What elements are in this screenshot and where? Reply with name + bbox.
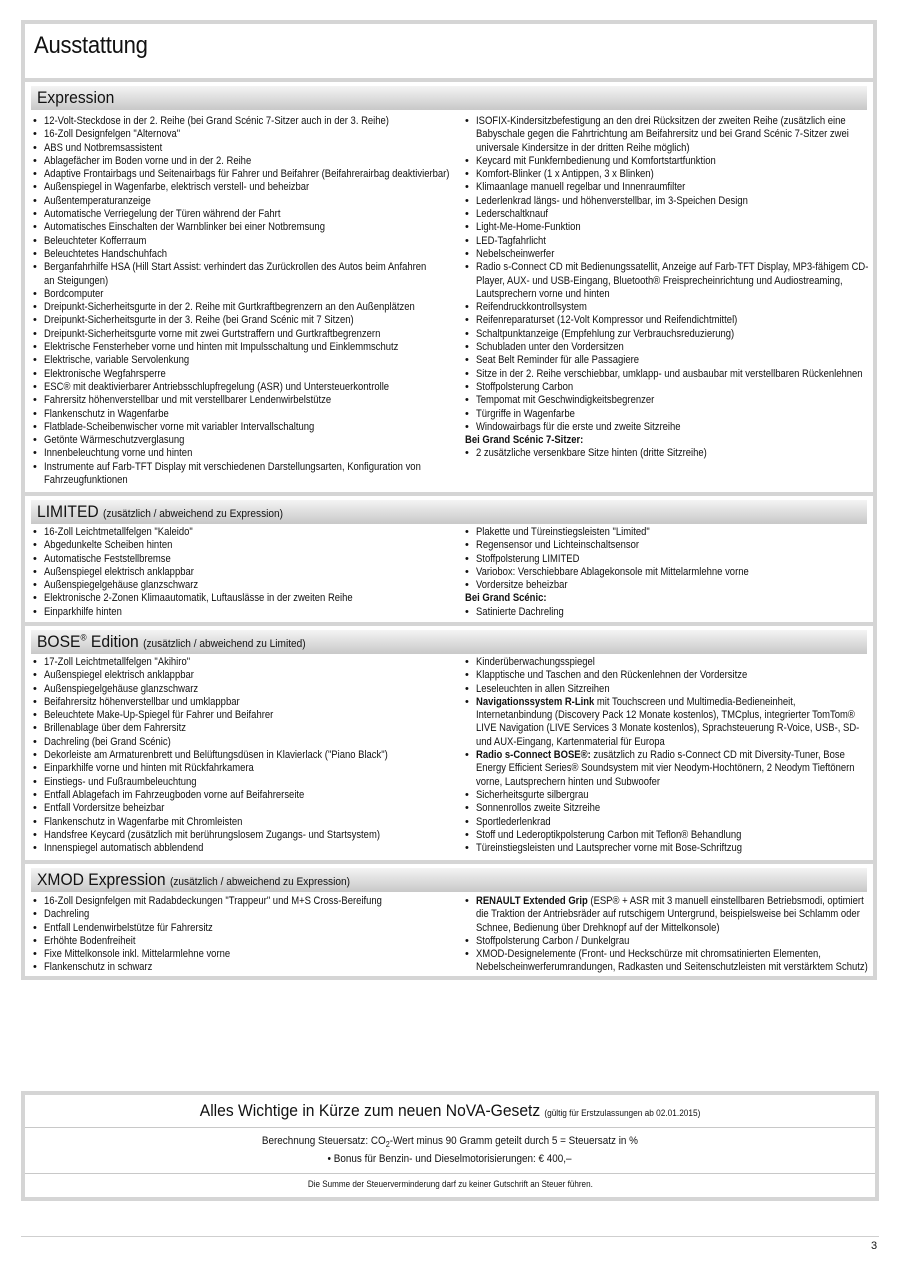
section-header (31, 500, 867, 524)
list-item: • Reifendruckkontrollsystem (465, 301, 877, 314)
list-item: • Sonnenrollos zweite Sitzreihe (465, 802, 877, 815)
equipment-frame (21, 20, 877, 980)
list-item: • Dachreling (33, 908, 465, 921)
list-item: • Stoffpolsterung Carbon (465, 381, 877, 394)
list-item: • Automatische Verriegelung der Türen während der Fahrt (33, 208, 465, 221)
column-right (465, 656, 877, 855)
list-item: • Entfall Vordersitze beheizbar (33, 802, 465, 815)
list-item: • Dreipunkt-Sicherheitsgurte vorne mit zwei Gurtstraffern und Gurtkraftbegrenzern (33, 328, 465, 341)
list-item: • Navigationssystem R-Link mit Touchscreen und Multimedia-Bedieneinheit, (465, 696, 877, 709)
list-item: • Erhöhte Bodenfreiheit (33, 935, 465, 948)
list-item: • Flankenschutz in Wagenfarbe mit Chromleisten (33, 816, 465, 829)
list-item: • Beleuchteter Kofferraum (33, 235, 465, 248)
section-limited (25, 496, 873, 622)
list-item: Lautsprechern vorne und hinten (476, 287, 610, 300)
list-item: Fahrzeugfunktionen (44, 474, 128, 487)
section-note: (zusätzlich / abweichend zu Limited) (143, 638, 306, 650)
section-expression (25, 82, 873, 492)
column-left (33, 656, 465, 855)
list-item: • ESC® mit deaktivierbarer Antriebsschlupfregelung (ASR) und Untersteuerkontrolle (33, 381, 465, 394)
list-item: • Flatblade-Scheibenwischer vorne mit variabler Intervallschaltung (33, 421, 465, 434)
column-left (33, 526, 465, 619)
section-bose-edition (25, 626, 873, 860)
list-item: • Einstiegs- und Fußraumbeleuchtung (33, 776, 465, 789)
list-item: • Stoffpolsterung LIMITED (465, 553, 877, 566)
list-item: Schnee, Bedienung über Drehknopf auf der Mittelkonsole) (476, 921, 720, 934)
list-item: • Außentemperaturanzeige (33, 195, 465, 208)
section-title: BOSE® Edition (37, 632, 139, 651)
list-item: • Keycard mit Funkfernbedienung und Komfortstartfunktion (465, 155, 877, 168)
list-item: • Elektrische, variable Servolenkung (33, 354, 465, 367)
list-item: • Entfall Lendenwirbelstütze für Fahrersitz (33, 922, 465, 935)
list-item: • Satinierte Dachreling (465, 606, 877, 619)
list-item: Energy Efficient Series® Soundsystem mit vier Neodym-Hochtönern, 2 Neodym Tieftönern (476, 762, 855, 775)
list-item: • Ablagefächer im Boden vorne und in der 2. Reihe (33, 155, 465, 168)
list-item: an Steigungen) (44, 274, 109, 287)
list-item: • Klimaanlage manuell regelbar und Innenraumfilter (465, 181, 877, 194)
list-item: • LED-Tagfahrlicht (465, 235, 877, 248)
calc-sub: 2 (385, 1140, 390, 1150)
list-item: • Radio s-Connect CD mit Bedienungssatellit, Anzeige auf Farb-TFT Display, MP3-fähigem CD- (465, 261, 877, 274)
list-item: • Klapptische und Taschen and den Rückenlehnen der Vordersitze (465, 669, 877, 682)
list-item: • Kinderüberwachungsspiegel (465, 656, 877, 669)
column-right (465, 115, 877, 461)
title-box (25, 24, 873, 78)
list-item: • ABS und Notbremsassistent (33, 142, 465, 155)
list-item: • XMOD-Designelemente (Front- und Heckschürze mit chromsatinierten Elementen, (465, 948, 877, 961)
list-item: • Stoff und Lederoptikpolsterung Carbon mit Teflon® Behandlung (465, 829, 877, 842)
list-item: • Fahrersitz höhenverstellbar und mit verstellbarer Lendenwirbelstütze (33, 394, 465, 407)
list-item: • Beifahrersitz höhenverstellbar und umklappbar (33, 696, 465, 709)
list-item: • Außenspiegelgehäuse glanzschwarz (33, 579, 465, 592)
list-item: • Lederschaltknauf (465, 208, 877, 221)
list-item: LIVE Navigation (LIVE Services 3 Monate kostenlos), Sprachsteuerung R-Voice, USB-, SD- (476, 722, 860, 735)
calc-suffix: -Wert minus 90 Gramm geteilt durch 5 = Steuersatz in % (389, 1135, 639, 1147)
list-item: • Tempomat mit Geschwindigkeitsbegrenzer (465, 394, 877, 407)
list-item: universale Kindersitze in der dritten Reihe möglich) (476, 141, 690, 154)
section-header (31, 630, 867, 654)
list-item: • Entfall Ablagefach im Fahrzeugboden vorne auf Beifahrerseite (33, 789, 465, 802)
page-number: 3 (871, 1240, 878, 1252)
divider (25, 1127, 875, 1128)
list-item: • Dachreling (bei Grand Scénic) (33, 736, 465, 749)
nova-calculation (25, 1135, 875, 1149)
section-title: XMOD Expression (37, 870, 166, 889)
list-item: • Beleuchtete Make-Up-Spiegel für Fahrer und Beifahrer (33, 709, 465, 722)
list-item: • Türeinstiegsleisten und Lautsprecher vorne mit Bose-Schriftzug (465, 842, 877, 855)
nova-footnote: Die Summe der Steuerverminderung darf zu keiner Gutschrift an Steuer führen. (307, 1179, 593, 1189)
bottom-rule (21, 1236, 879, 1237)
list-item: • Getönte Wärmeschutzverglasung (33, 434, 465, 447)
list-item: • Dreipunkt-Sicherheitsgurte in der 3. Reihe (bei Grand Scénic mit 7 Sitzen) (33, 314, 465, 327)
section-xmod-expression (25, 864, 873, 976)
section-header (31, 868, 867, 892)
list-item: • 2 zusätzliche versenkbare Sitze hinten (dritte Sitzreihe) (465, 447, 877, 460)
list-item: • Reifenreparaturset (12-Volt Kompressor und Reifendichtmittel) (465, 314, 877, 327)
nova-title: Alles Wichtige in Kürze zum neuen NoVA-Gesetz (199, 1101, 541, 1120)
list-item: • Innenspiegel automatisch abblendend (33, 842, 465, 855)
column-right (465, 526, 877, 619)
nova-title-row (25, 1101, 875, 1121)
list-item: • Beleuchtetes Handschuhfach (33, 248, 465, 261)
section-title: LIMITED (37, 502, 99, 521)
list-item: • Windowairbags für die erste und zweite Sitzreihe (465, 421, 877, 434)
list-item: • ISOFIX-Kindersitzbefestigung an den drei Rücksitzen der zweiten Reihe (zusätzlich eine (465, 115, 877, 128)
list-item: • Türgriffe in Wagenfarbe (465, 408, 877, 421)
list-item: Babyschale gegen die Fahrtrichtung am Beifahrersitz und bei Grand Scénic 7-Sitzer zwei (476, 128, 849, 141)
section-title: Expression (37, 88, 115, 107)
list-item: • Komfort-Blinker (1 x Antippen, 3 x Blinken) (465, 168, 877, 181)
list-item: • 16-Zoll Leichtmetallfelgen "Kaleido" (33, 526, 465, 539)
list-item: • Flankenschutz in Wagenfarbe (33, 408, 465, 421)
list-item: • Variobox: Verschiebbare Ablagekonsole mit Mittelarmlehne vorne (465, 566, 877, 579)
list-item: vorne, Lautsprechern hinten und Subwoofer (476, 775, 661, 788)
list-item: die Traktion der Antriebsräder auf rutschigem Untergrund, beispielsweise bei Schlamm oder (476, 908, 860, 921)
list-item: und AUX-Eingang, Kartenmaterial für Europa (476, 735, 665, 748)
list-item: • Sicherheitsgurte silbergrau (465, 789, 877, 802)
list-item: • RENAULT Extended Grip (ESP® + ASR mit 3 manuell einstellbaren Betriebsmodi, optimiert (465, 895, 877, 908)
list-item: • Abgedunkelte Scheiben hinten (33, 539, 465, 552)
list-item: • Handsfree Keycard (zusätzlich mit berührungslosem Zugangs- und Startsystem) (33, 829, 465, 842)
list-item: • 17-Zoll Leichtmetallfelgen "Akihiro" (33, 656, 465, 669)
column-left (33, 895, 465, 975)
list-item: • Außenspiegel in Wagenfarbe, elektrisch verstell- und beheizbar (33, 181, 465, 194)
list-item: Player, AUX- und USB-Eingang, Bluetooth® Freisprecheinrichtung und Audiostreaming, (476, 274, 843, 287)
column-left (33, 115, 465, 487)
list-item: • Bordcomputer (33, 288, 465, 301)
list-item: • Lederlenkrad längs- und höhenverstellbar, im 3-Speichen Design (465, 195, 877, 208)
list-item: • Seat Belt Reminder für alle Passagiere (465, 354, 877, 367)
list-item: • Außenspiegel elektrisch anklappbar (33, 566, 465, 579)
list-item: • Innenbeleuchtung vorne und hinten (33, 447, 465, 460)
list-item: • Einparkhilfe hinten (33, 606, 465, 619)
list-item: • Instrumente auf Farb-TFT Display mit verschiedenen Darstellungsarten, Konfiguration von (33, 461, 465, 474)
list-item: • Sportlederlenkrad (465, 816, 877, 829)
list-item: • Elektronische Wegfahrsperre (33, 368, 465, 381)
list-item: • Light-Me-Home-Funktion (465, 221, 877, 234)
list-item: • Plakette und Türeinstiegsleisten "Limited" (465, 526, 877, 539)
list-item: • Elektronische 2-Zonen Klimaautomatik, Luftauslässe in der zweiten Reihe (33, 592, 465, 605)
list-item: • Stoffpolsterung Carbon / Dunkelgrau (465, 935, 877, 948)
list-item: • Schaltpunktanzeige (Empfehlung zur Verbrauchsreduzierung) (465, 328, 877, 341)
list-item: • Einparkhilfe vorne und hinten mit Rückfahrkamera (33, 762, 465, 775)
list-item: Nebelscheinwerferumrandungen, Radkasten und Seitenschutzleisten mit verstärktem Schutz) (476, 961, 868, 974)
list-item: • Berganfahrhilfe HSA (Hill Start Assist: verhindert das Zurückrollen des Autos beim Anfahren (33, 261, 465, 274)
list-subheading: Bei Grand Scénic 7-Sitzer: (465, 434, 584, 447)
list-item: • Nebelscheinwerfer (465, 248, 877, 261)
list-item: • Außenspiegel elektrisch anklappbar (33, 669, 465, 682)
section-header (31, 86, 867, 110)
nova-info-box (21, 1091, 879, 1201)
section-note: (zusätzlich / abweichend zu Expression) (103, 508, 284, 520)
list-item: • Flankenschutz in schwarz (33, 961, 465, 974)
page-title: Ausstattung (34, 32, 148, 59)
list-item: • Elektrische Fensterheber vorne und hinten mit Impulsschaltung und Einklemmschutz (33, 341, 465, 354)
list-item: Internetanbindung (Discovery Pack 12 Monate kostenlos), TMCplus, integrierter TomTom® (476, 709, 855, 722)
column-right (465, 895, 877, 975)
nova-title-note: (gültig für Erstzulassungen ab 02.01.2015) (544, 1108, 701, 1118)
list-item: • Brillenablage über dem Fahrersitz (33, 722, 465, 735)
nova-bonus: • Bonus für Benzin- und Dieselmotorisierungen: € 400,– (328, 1153, 572, 1165)
list-item: • Dreipunkt-Sicherheitsgurte in der 2. Reihe mit Gurtkraftbegrenzern an den Außenplätzen (33, 301, 465, 314)
list-item: • Schubladen unter den Vordersitzen (465, 341, 877, 354)
list-item: • Automatisches Einschalten der Warnblinker bei einer Notbremsung (33, 221, 465, 234)
list-item: • Radio s-Connect BOSE®: zusätzlich zu Radio s-Connect CD mit Diversity-Tuner, Bose (465, 749, 877, 762)
list-item: • Adaptive Frontairbags und Seitenairbags für Fahrer und Beifahrer (Beifahrerairbag deaktivierbar) (33, 168, 465, 181)
list-item: • Vordersitze beheizbar (465, 579, 877, 592)
divider (25, 1173, 875, 1174)
list-item: • 12-Volt-Steckdose in der 2. Reihe (bei Grand Scénic 7-Sitzer auch in der 3. Reihe) (33, 115, 465, 128)
list-item: • Sitze in der 2. Reihe verschiebbar, umklapp- und ausbaubar mit verstellbaren Rückenlehnen (465, 368, 877, 381)
list-item: • Leseleuchten in allen Sitzreihen (465, 683, 877, 696)
list-item: • 16-Zoll Designfelgen "Alternova" (33, 128, 465, 141)
calc-prefix: Berechnung Steuersatz: CO (261, 1135, 386, 1147)
section-note: (zusätzlich / abweichend zu Expression) (169, 876, 351, 888)
list-item: • Fixe Mittelkonsole inkl. Mittelarmlehne vorne (33, 948, 465, 961)
list-subheading: Bei Grand Scénic: (465, 592, 547, 605)
list-item: • Automatische Feststellbremse (33, 553, 465, 566)
list-item: • Dekorleiste am Armaturenbrett und Belüftungsdüsen in Klavierlack ("Piano Black") (33, 749, 465, 762)
list-item: • Außenspiegelgehäuse glanzschwarz (33, 683, 465, 696)
list-item: • Regensensor und Lichteinschaltsensor (465, 539, 877, 552)
list-item: • 16-Zoll Designfelgen mit Radabdeckungen "Trappeur" und M+S Cross-Bereifung (33, 895, 465, 908)
